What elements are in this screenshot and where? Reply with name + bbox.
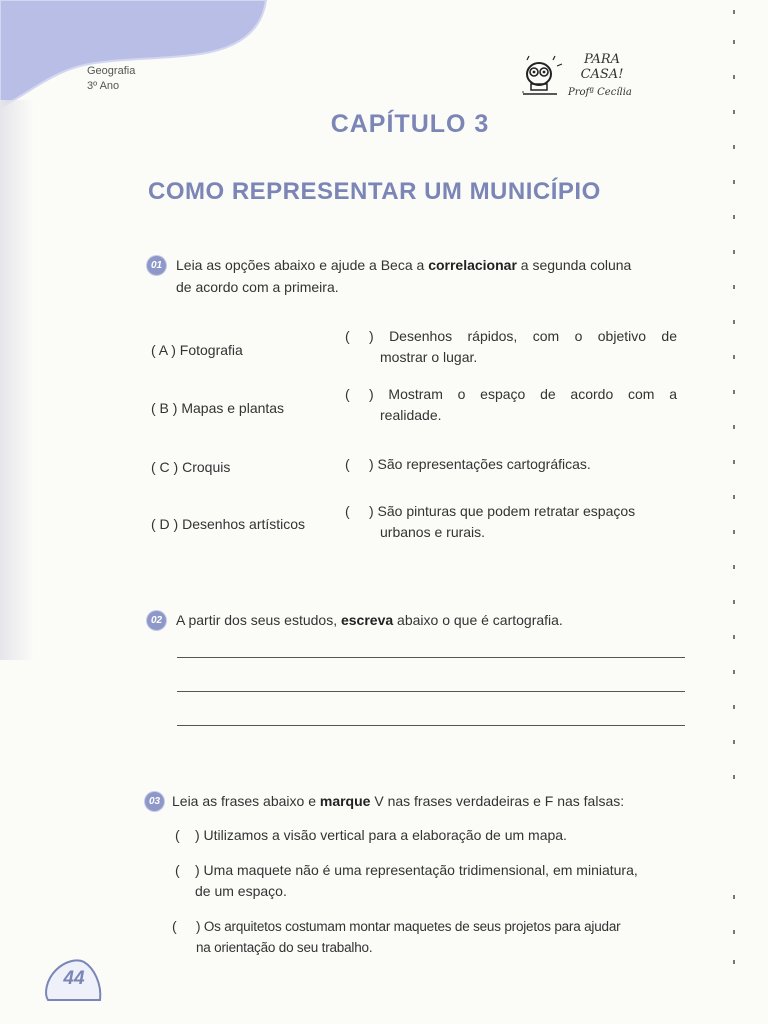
para-casa-label: PARA CASA! — [580, 52, 624, 82]
tf-statement-1 — [195, 825, 567, 846]
right-option-3-line1: ) São representações cartográficas. — [369, 456, 591, 472]
mascot-icon — [517, 54, 565, 98]
answer-paren-3[interactable]: ( — [345, 456, 350, 472]
answer-paren-2[interactable]: ( — [345, 386, 350, 402]
teacher-name: Profª Cecília — [568, 87, 632, 98]
subject-header — [87, 64, 135, 94]
tf-statement-3-line2: na orientação do seu trabalho. — [196, 940, 373, 955]
tf-statement-2-line2: de um espaço. — [195, 883, 287, 899]
q03-bold-word: marque — [319, 793, 371, 809]
left-option-a: ( A ) Fotografia — [151, 342, 243, 358]
left-option-d: ( D ) Desenhos artísticos — [151, 516, 306, 532]
q01-text-line2: de acordo com a primeira. — [176, 279, 339, 295]
q01-text-start: Leia as opções abaixo e ajude a Beca a — [176, 257, 429, 273]
right-option-4-line1: ) São pinturas que podem retratar espaços — [369, 503, 636, 519]
left-option-b: ( B ) Mapas e plantas — [151, 400, 285, 416]
chapter-title: CAPÍTULO 3 — [330, 110, 490, 138]
q01-text-end: a segunda coluna — [516, 257, 632, 273]
q01-bold-word: correlacionar — [428, 257, 517, 273]
tf-paren-1[interactable]: ( — [175, 827, 180, 843]
q03-text-start: Leia as frases abaixo e — [172, 793, 320, 809]
right-option-4-line2: urbanos e rurais. — [380, 524, 486, 540]
right-option-1 — [369, 326, 677, 368]
answer-paren-4[interactable]: ( — [345, 503, 350, 519]
tf-statement-2-line1: ) Uma maquete não é uma representação tridimensional, em miniatura, — [195, 862, 638, 878]
q02-bold-word: escreva — [340, 612, 394, 628]
tf-statement-3 — [196, 916, 620, 958]
tf-paren-2[interactable]: ( — [175, 862, 180, 878]
right-option-2-line2: realidade. — [380, 407, 442, 423]
tf-statement-1-line1: ) Utilizamos a visão vertical para a elaboração de um mapa. — [195, 827, 567, 843]
right-option-1-line2: mostrar o lugar. — [380, 349, 478, 365]
left-option-c: ( C ) Croquis — [151, 459, 231, 475]
answer-paren-1[interactable]: ( — [345, 328, 350, 344]
tf-statement-2 — [195, 860, 638, 902]
question-01-text — [176, 254, 631, 298]
answer-line-2[interactable] — [177, 691, 685, 692]
page-shadow — [0, 100, 34, 660]
page-number-badge — [42, 954, 106, 1004]
page-title: COMO REPRESENTAR UM MUNICÍPIO — [148, 178, 601, 205]
question-number-01: 01 — [147, 256, 166, 275]
q03-text-end: V nas frases verdadeiras e F nas falsas: — [370, 793, 625, 809]
right-option-1-line1: ) Desenhos rápidos, com o objetivo de — [369, 328, 677, 344]
grade-label: 3º Ano — [87, 80, 120, 92]
question-number-03: 03 — [145, 792, 164, 811]
right-option-2 — [369, 384, 677, 426]
question-number-02: 02 — [147, 611, 166, 630]
tf-statement-3-line1: ) Os arquitetos costumam montar maquetes de seus projetos para ajudar — [196, 919, 621, 934]
answer-line-1[interactable] — [177, 657, 685, 658]
page-number: 44 — [63, 968, 85, 989]
subject-label: Geografia — [87, 65, 136, 77]
answer-line-3[interactable] — [177, 725, 685, 726]
right-option-3 — [369, 454, 677, 475]
right-option-4 — [369, 501, 677, 543]
tf-paren-3[interactable]: ( — [172, 918, 177, 934]
question-03-text — [172, 790, 624, 812]
question-02-text — [176, 609, 563, 631]
q02-text-start: A partir dos seus estudos, — [176, 612, 341, 628]
q02-text-end: abaixo o que é cartografia. — [393, 612, 563, 628]
right-option-2-line1: ) Mostram o espaço de acordo com a — [369, 386, 677, 402]
